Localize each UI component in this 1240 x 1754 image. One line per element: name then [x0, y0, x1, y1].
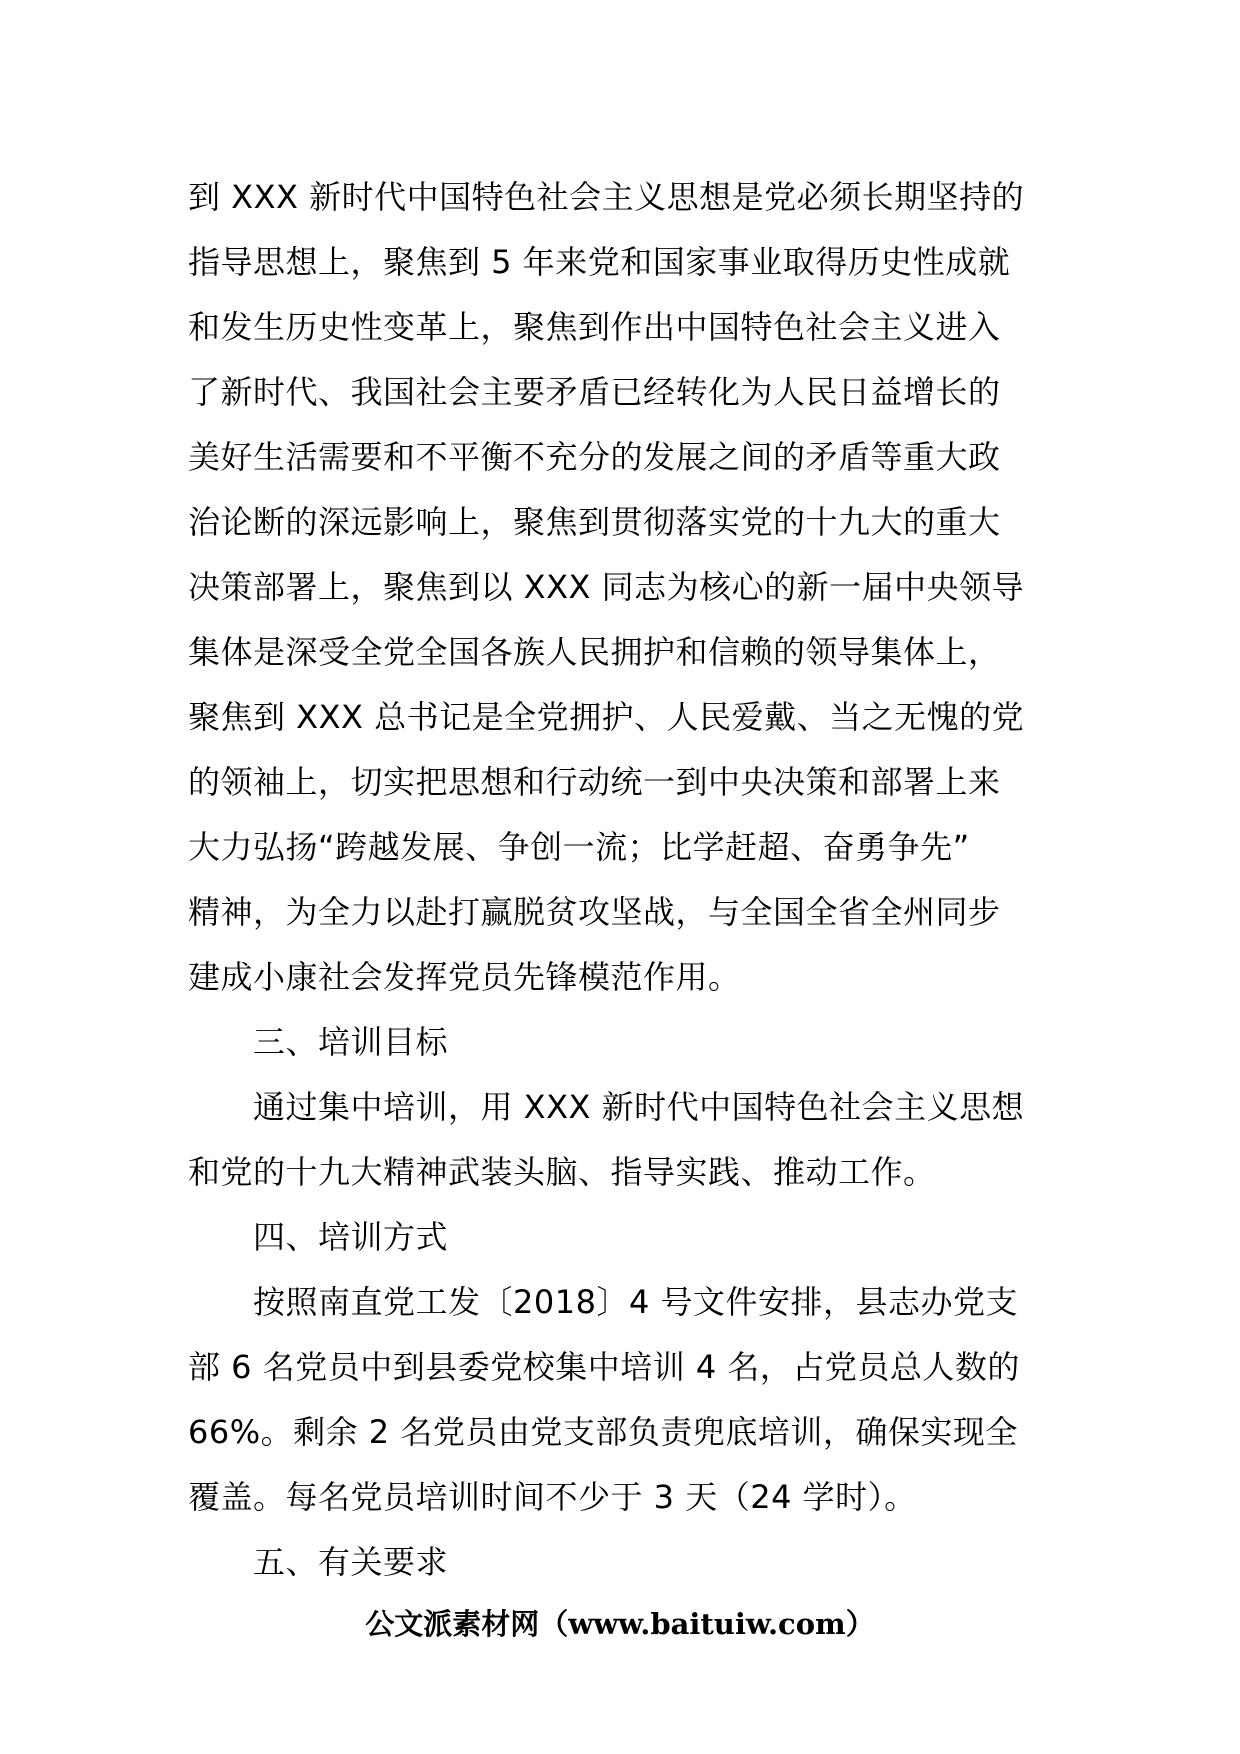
text-line: 建成小康社会发挥党员先锋模范作用。: [188, 958, 741, 996]
text-line: 和党的十九大精神武装头脑、指导实践、推动工作。: [188, 1153, 936, 1191]
text-line: 美好生活需要和不平衡不充分的发展之间的矛盾等重大政: [188, 438, 1001, 476]
section-heading-training-method: 四、培训方式: [253, 1218, 449, 1256]
section-heading-requirements: 五、有关要求: [253, 1543, 449, 1581]
text-line: 到 XXX 新时代中国特色社会主义思想是党必须长期坚持的: [188, 178, 1025, 216]
text-line: 治论断的深远影响上，聚焦到贯彻落实党的十九大的重大: [188, 503, 1001, 541]
text-line: 和发生历史性变革上，聚焦到作出中国特色社会主义进入: [188, 308, 1001, 346]
text-line: 的领袖上，切实把思想和行动统一到中央决策和部署上来: [188, 763, 1001, 801]
text-line: 决策部署上，聚焦到以 XXX 同志为核心的新一届中央领导: [188, 568, 1025, 606]
text-line: 聚焦到 XXX 总书记是全党拥护、人民爱戴、当之无愧的党: [188, 698, 1025, 736]
document-body: [188, 165, 1058, 1595]
text-line: 部 6 名党员中到县委党校集中培训 4 名，占党员总人数的: [188, 1348, 1020, 1386]
paragraph-start: 按照南直党工发〔2018〕4 号文件安排，县志办党支: [253, 1283, 1018, 1321]
text-line: 了新时代、我国社会主要矛盾已经转化为人民日益增长的: [188, 373, 1001, 411]
text-line: 指导思想上，聚焦到 5 年来党和国家事业取得历史性成就: [188, 243, 1011, 281]
text-line: 大力弘扬“跨越发展、争创一流；比学赶超、奋勇争先”: [188, 828, 970, 866]
paragraph-start: 通过集中培训，用 XXX 新时代中国特色社会主义思想: [253, 1088, 1025, 1126]
text-line: 精神，为全力以赴打赢脱贫攻坚战，与全国全省全州同步: [188, 893, 1001, 931]
text-line: 集体是深受全党全国各族人民拥护和信赖的领导集体上，: [188, 633, 1001, 671]
text-line: 覆盖。每名党员培训时间不少于 3 天（24 学时）。: [188, 1478, 917, 1516]
page-footer-watermark: 公文派素材网（www.baituiw.com）: [365, 1607, 875, 1641]
section-heading-training-goal: 三、培训目标: [253, 1023, 449, 1061]
text-line: 66%。剩余 2 名党员由党支部负责兜底培训，确保实现全: [188, 1413, 1018, 1451]
